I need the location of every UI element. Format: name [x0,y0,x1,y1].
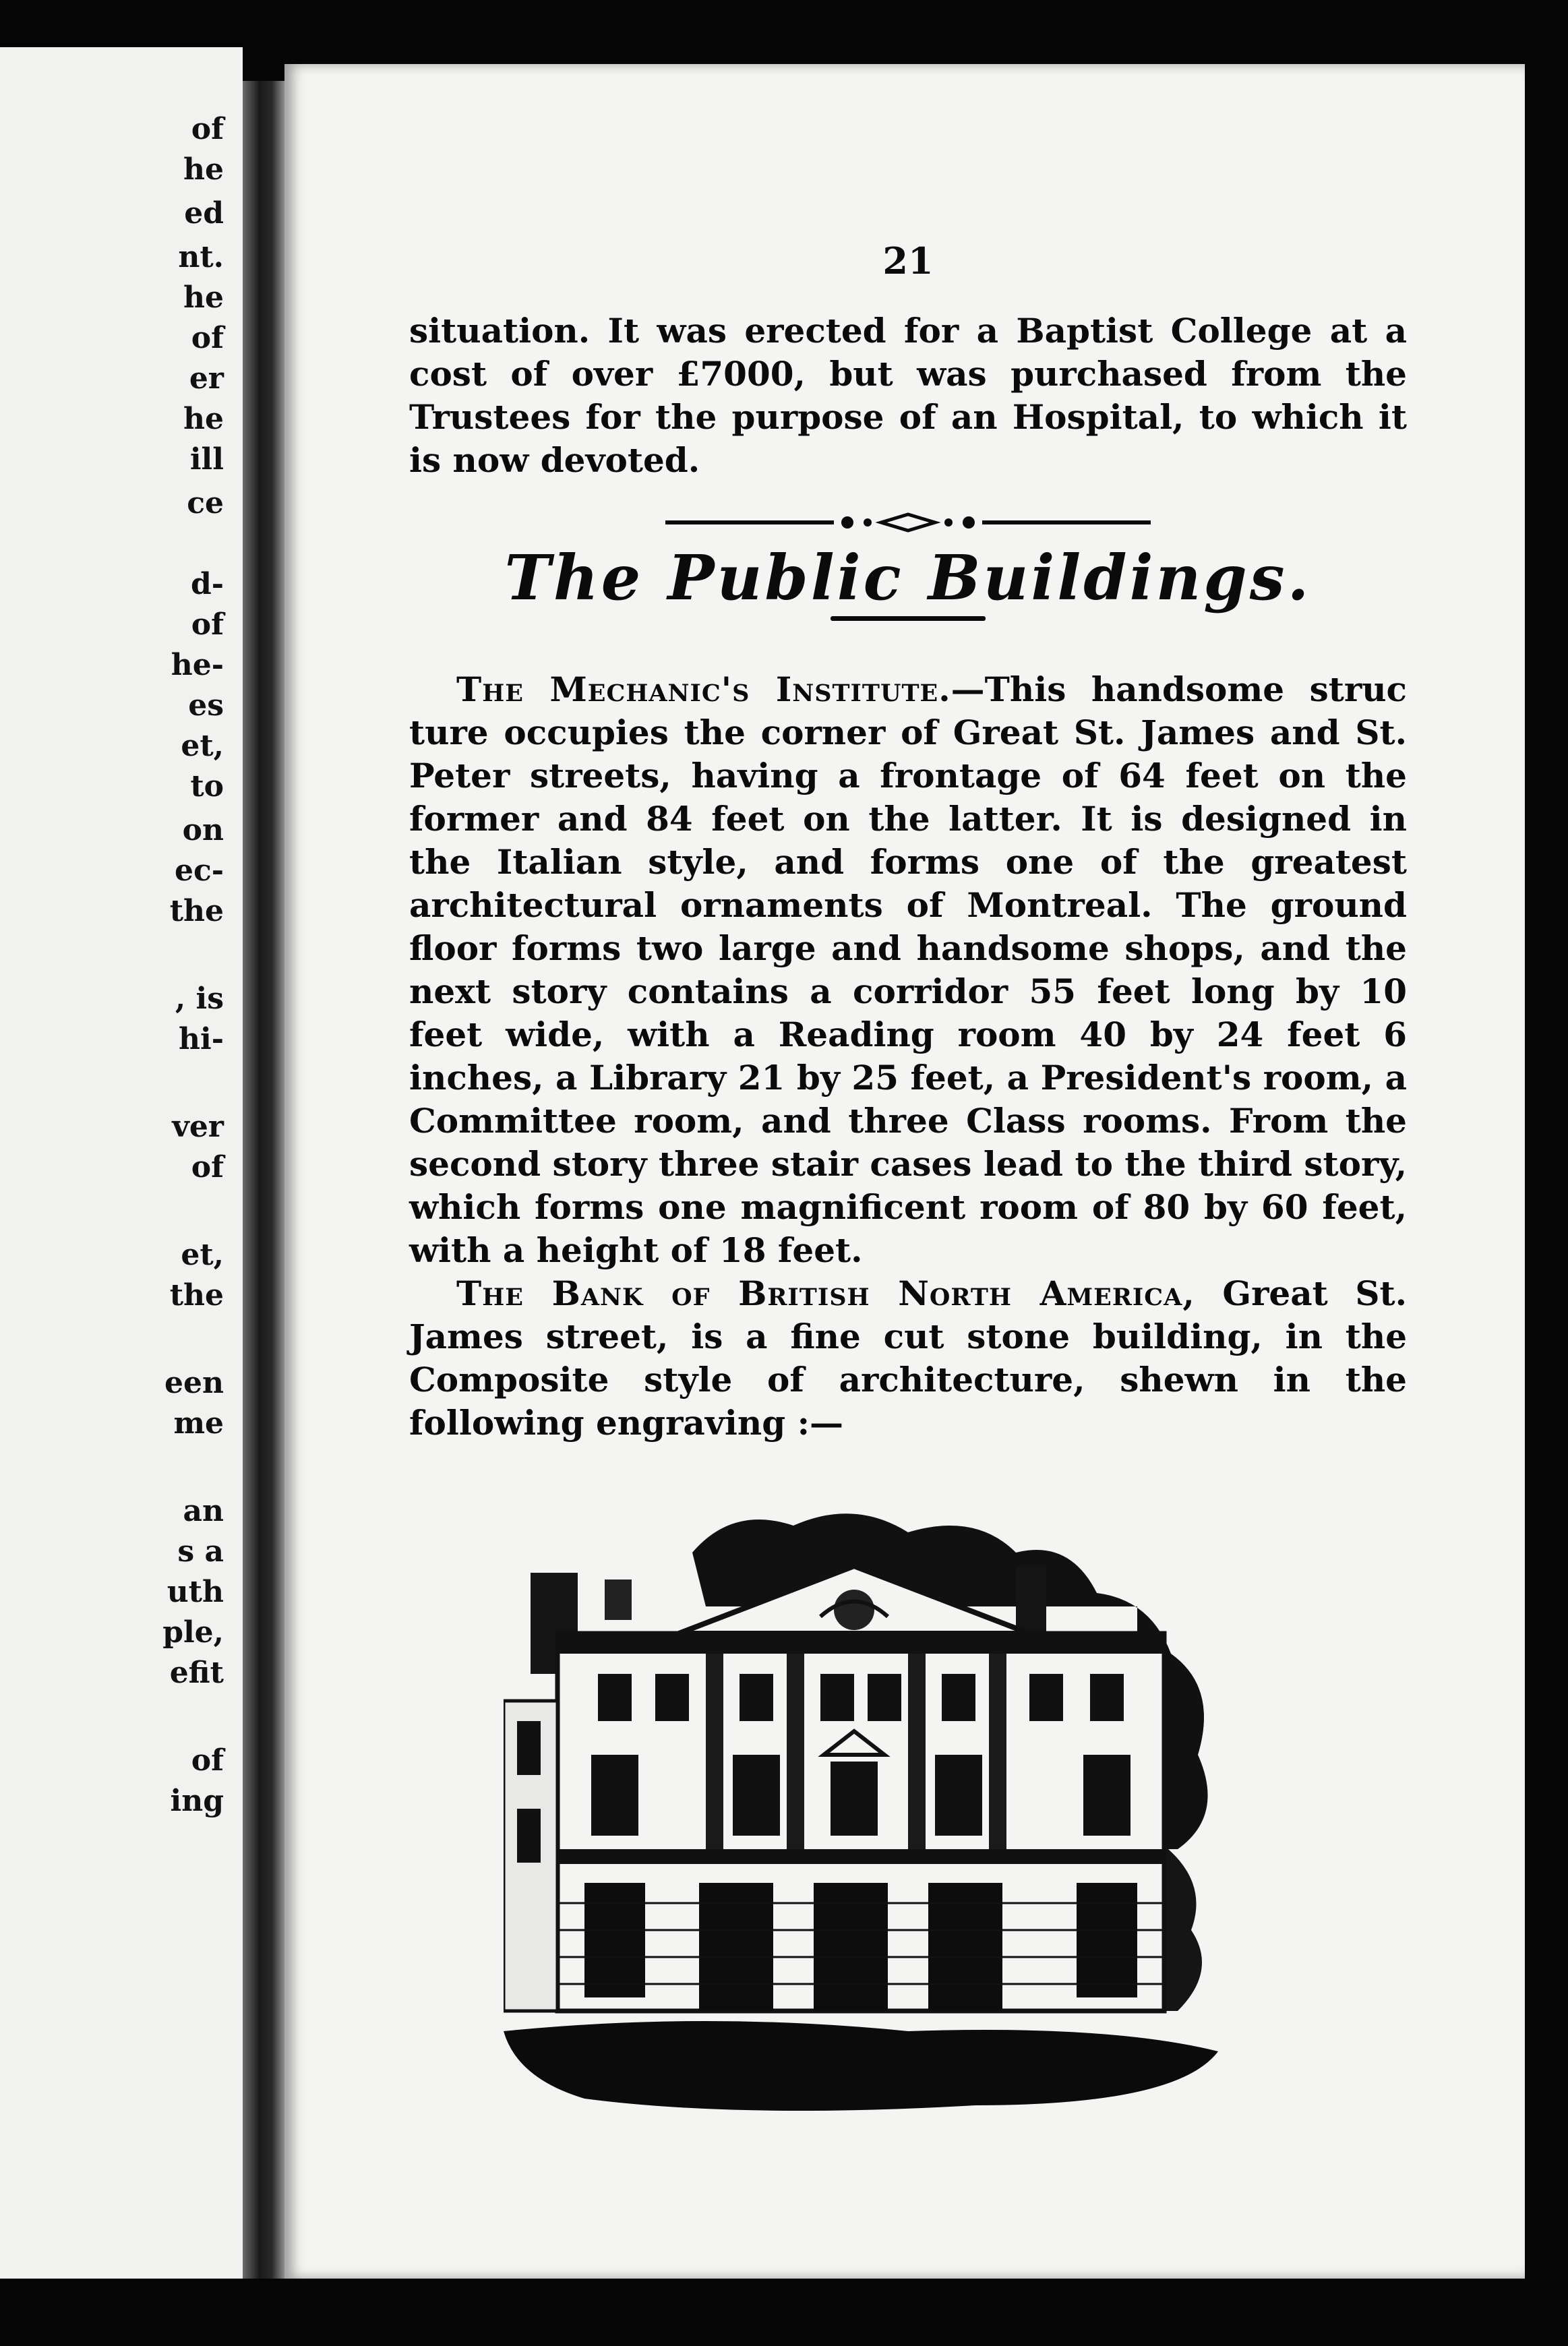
left-page-fragment [0,47,243,2279]
book-gutter [243,81,284,2279]
right-page [284,64,1525,2279]
left-page-text-fragment: the [169,894,224,928]
left-page-text-fragment: ce [187,486,224,520]
left-page-text-fragment: ver [172,1110,224,1144]
bank-building-engraving [504,1499,1232,2139]
left-page-text-fragment: an [183,1494,224,1528]
left-page-text-fragment: een [164,1366,224,1400]
left-page-text-fragment: he- [171,648,224,682]
mechanics-institute-text: —This handsome struc ture occupies the corner of Great St. James and St. Peter streets, having a frontage of 64 feet on the former and 84 feet on the latter. It is designed in the Italian style, and forms one of the greatest architectural ornaments of Montreal. The ground floor forms two large and handsome shops, and the next story contains a corridor 55 feet long by 10 feet wide, with a Reading room 40 by 24 feet 6 inches, a Library 21 by 25 feet, a President's room, a Committee room, and three Class rooms. From the second story three stair cases lead to the third story, which forms one magnificent room of 80 by 60 feet, with a height of 18 feet. [409,669,1408,1270]
left-page-text-fragment: on [182,813,224,847]
left-page-text-fragment: of [191,1743,224,1778]
left-page-text-fragment: of [191,607,224,642]
left-page-text-fragment: s a [177,1534,224,1569]
left-page-text-fragment: to [190,769,224,804]
left-page-text-fragment: es [188,688,224,723]
left-page-text-fragment: , is [175,982,224,1016]
left-page-text-fragment: hi- [179,1022,224,1056]
left-page-text-fragment: uth [167,1575,224,1609]
bank-paragraph [409,1272,1407,1445]
left-page-text-fragment: ple, [162,1615,224,1650]
section-heading: The Public Buildings. [504,541,1312,614]
left-page-text-fragment: ing [170,1784,224,1818]
ornament-divider-icon [665,509,1151,536]
left-page-text-fragment: the [169,1278,224,1313]
left-page-text-fragment: of [191,112,224,146]
left-page-text-fragment: et, [181,729,224,763]
heading-rule [831,616,986,621]
left-page-text-fragment: ec- [174,853,224,888]
left-page-text-fragment: of [191,1150,224,1184]
left-page-text-fragment: er [189,361,224,396]
left-page-text-fragment: he [183,402,224,436]
page-content [409,239,1407,2139]
left-page-text-fragment: me [173,1406,224,1441]
left-page-text-fragment: nt. [178,240,224,274]
left-page-text-fragment: et, [181,1238,224,1272]
opening-paragraph: situation. It was erected for a Baptist College at a cost of over £7000, but was purchased from the Trustees for the purpose of an Hospital, to which it is now devoted. [409,311,1407,480]
left-page-text-fragment: he [183,280,224,315]
left-page-text-fragment: ed [184,196,224,231]
bank-title: The Bank of British North America, [456,1273,1195,1313]
left-page-text-fragment: efit [169,1656,224,1690]
bank-text: Great St. James street, is a fine cut stone building, in the Composite style of architecture, shewn in the following engraving :— [409,1273,1407,1443]
left-page-text-fragment: d- [190,567,224,601]
left-page-text-fragment: he [183,152,224,187]
left-page-text-fragment: of [191,321,224,355]
left-page-text-fragment: ill [189,442,224,477]
page-number: 21 [882,239,934,282]
mechanics-institute-paragraph [409,668,1407,1272]
mechanics-institute-title: The Mechanic's Institute. [456,669,951,709]
